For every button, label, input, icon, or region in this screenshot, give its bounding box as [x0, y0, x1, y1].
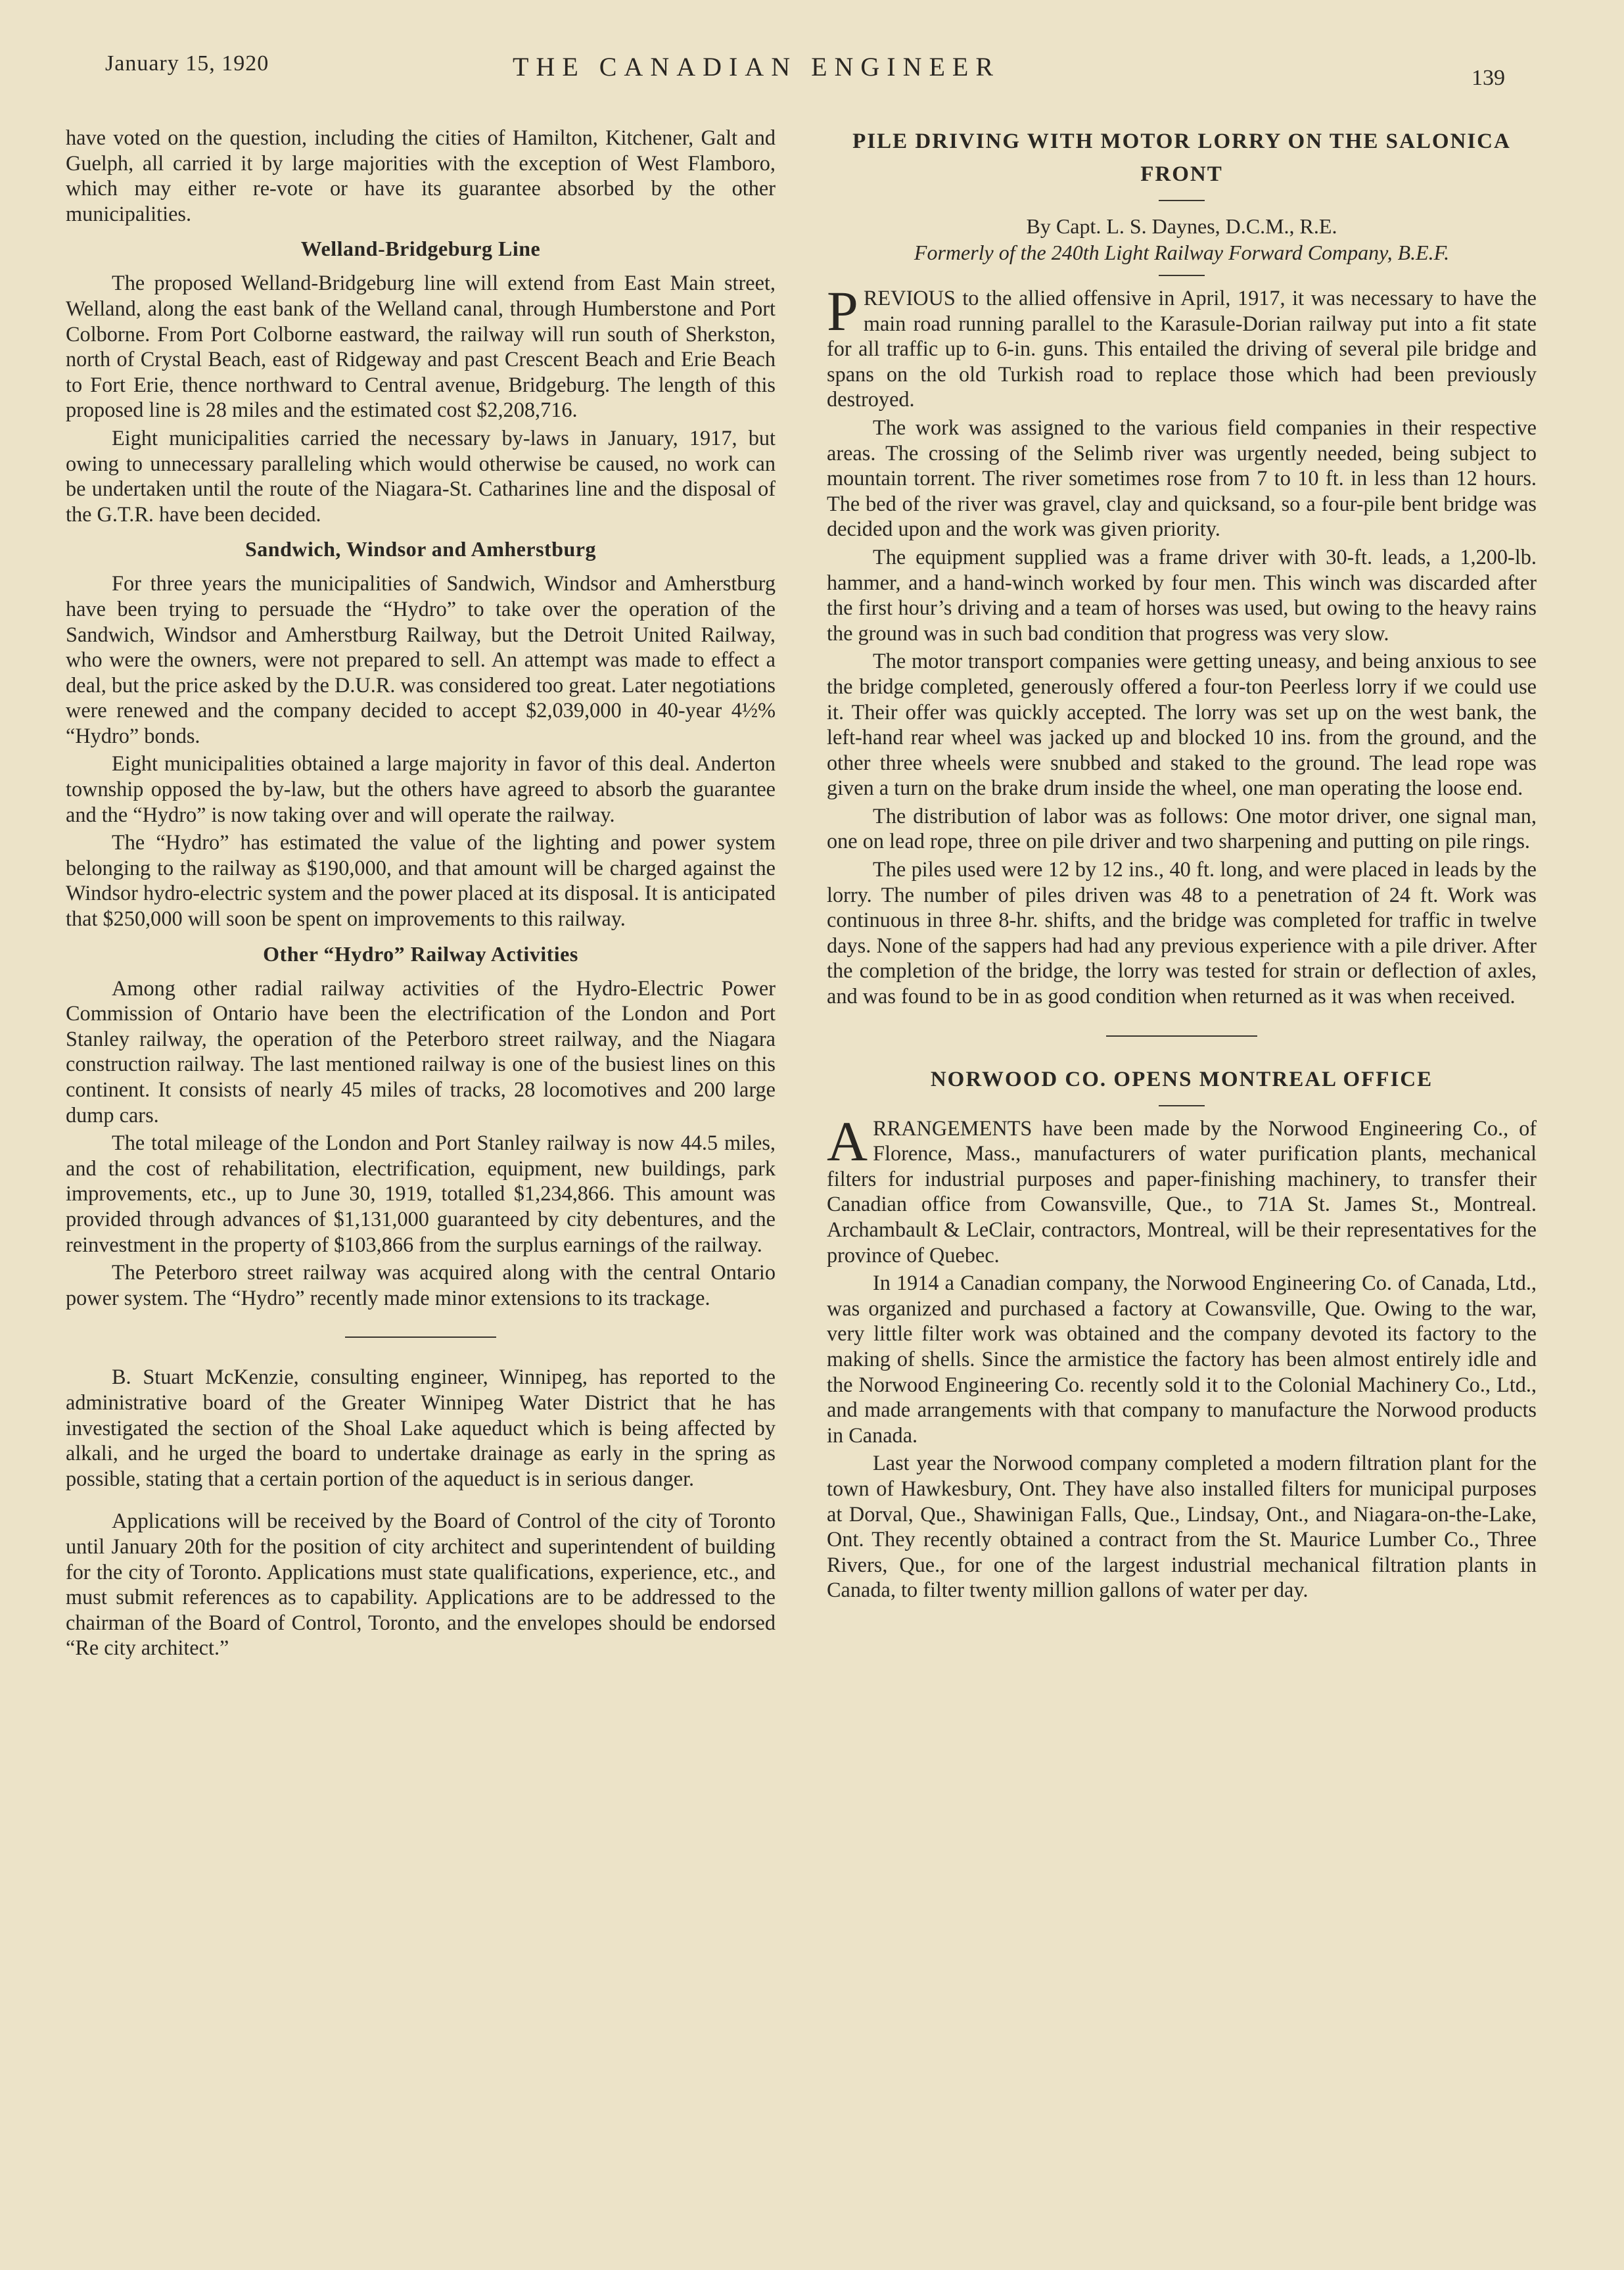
drop-cap: A [827, 1109, 868, 1173]
paragraph: The motor transport companies were getting uneasy, and being anxious to see the bridge completed, generously offered a four-ton Peerless lorry if we could use it. Their offer was quickly accepted. The lorry was set up on the west bank, the left-hand rear wheel was jacked up and blocked 10 ins. from the ground, and the other three wheels were snubbed and staked to the ground. The lead rope was given a turn on the brake drum inside the wheel, one man operating the loose end. [827, 649, 1537, 800]
paragraph: Eight municipalities carried the necessary by-laws in January, 1917, but owing to unnecessary paralleling which would otherwise be caused, no work can be undertaken until the route of the Niagara-St. Catharines line and the disposal of the G.T.R. have been decided. [66, 425, 776, 526]
paragraph: Eight municipalities obtained a large majority in favor of this deal. Anderton township opposed the by-law, but the others have agreed to absorb the guarantee and the “Hydro” is now taking over and will operate the railway. [66, 751, 776, 826]
divider [1159, 1105, 1205, 1106]
paragraph: The “Hydro” has estimated the value of the lighting and power system belonging to the railway as $190,000, and that amount will be charged against the Windsor hydro-electric system and the power placed at its disposal. It is anticipated that $250,000 will soon be spent on improvements to this railway. [66, 830, 776, 931]
section-heading-welland: Welland-Bridgeburg Line [300, 237, 541, 261]
drop-cap: P [827, 279, 858, 343]
paragraph: Among other radial railway activities of the Hydro-Electric Power Commission of Ontario have been the electrification of the London and Port Stanley railway, the operation of the Peterboro street railway, and the Niagara construction railway. The last mentioned railway is one of the busiest lines on this continent. It consists of nearly 45 miles of tracks, 28 locomotives and 200 large dump cars. [66, 976, 776, 1127]
divider [1159, 275, 1205, 276]
paragraph: The equipment supplied was a frame driver with 30-ft. leads, a 1,200-lb. hammer, and a hand-winch worked by four men. This winch was discarded after the first hour’s driving and a team of horses was used, but owing to the heavy rains the ground was in such bad condition that progress was very slow. [827, 544, 1537, 645]
section-heading-sandwich: Sandwich, Windsor and Amherstburg [245, 537, 596, 561]
paragraph: Last year the Norwood company completed a modern filtration plant for the town of Hawkesbury, Ont. They have also installed filters for municipal purposes at Dorval, Que., Shawinigan Falls, Que., Lindsay, Ont., and Niagara-on-the-Lake, Ont. They recently obtained a contract from the St. Maurice Lumber Co., Three Rivers, Que., for one of the largest industrial mechanical filtration plants in Canada, to filter twenty million gallons of water per day. [827, 1451, 1537, 1602]
paragraph: For three years the municipalities of Sandwich, Windsor and Amherstburg have been trying to persuade the “Hydro” to take over the operation of the Sandwich, Windsor and Amherstburg Railway, but the Detroit United Railway, who were the owners, were not prepared to sell. An attempt was made to effect a deal, but the price asked by the D.U.R. was considered too great. Later negotiations were renewed and the company decided to accept $2,039,000 in 40-year 4½% “Hydro” bonds. [66, 571, 776, 747]
byline: By Capt. L. S. Daynes, D.C.M., R.E. [1026, 214, 1337, 238]
paragraph: The proposed Welland-Bridgeburg line will extend from East Main street, Welland, along the east bank of the Welland canal, through Humberstone and Port Colborne. From Port Colborne eastward, the railway will run south of Sherkston, north of Crystal Beach, east of Ridgeway and past Crescent Beach and Erie Beach to Fort Erie, thence northward to Central avenue, Bridgeburg. The length of this proposed line is 28 miles and the estimated cost $2,208,716. [66, 271, 776, 422]
right-column [827, 125, 1537, 1605]
journal-title: THE CANADIAN ENGINEER [513, 52, 1001, 82]
running-header [105, 51, 1525, 97]
divider [345, 1336, 496, 1338]
paragraph: ARRANGEMENTS have been made by the Norwood Engineering Co., of Florence, Mass., manufacturers of water purification plants, mechanical filters for industrial purposes and paper-finishing machinery, to transfer their Canadian office from Cowansville, Que., to 71A St. James St., Montreal. Archambault & LeClair, contractors, Montreal, will be their representatives for the province of Quebec. [827, 1109, 1537, 1267]
article-title-pile-driving: PILE DRIVING WITH MOTOR LORRY ON THE SALONICA FRONT [852, 130, 1511, 186]
byline-affiliation: Formerly of the 240th Light Railway Forward Company, B.E.F. [914, 241, 1450, 264]
paragraph: B. Stuart McKenzie, consulting engineer, Winnipeg, has reported to the administrative board of the Greater Winnipeg Water District that he has investigated the section of the Shoal Lake aqueduct which is being affected by alkali, and he urged the board to undertake drainage as early in the spring as possible, stating that a certain portion of the aqueduct is in serious danger. [66, 1365, 776, 1490]
left-column [66, 125, 776, 1663]
paragraph: have voted on the question, including the cities of Hamilton, Kitchener, Galt and Guelph, all carried it by large majorities with the exception of West Flamboro, which may either re-vote or have its guarantee absorbed by the other municipalities. [66, 126, 776, 225]
paragraph: The total mileage of the London and Port Stanley railway is now 44.5 miles, and the cost of rehabilitation, electrification, equipment, new buildings, park improvements, etc., up to June 30, 1919, totalled $1,234,866. This amount was provided through advances of $1,131,000 guaranteed by city debentures, and the reinvestment in the property of $103,866 from the surplus earnings of the railway. [66, 1131, 776, 1256]
paragraph: Applications will be received by the Board of Control of the city of Toronto until January 20th for the position of city architect and superintendent of building for the city of Toronto. Applications must state qualifications, experience, etc., and must submit references as to capability. Applications are to be addressed to the chairman of the Board of Control, Toronto, and the envelopes should be endorsed “Re city architect.” [66, 1509, 776, 1660]
paragraph: The distribution of labor was as follows: One motor driver, one signal man, one on lead rope, three on pile driver and two sharpening and putting on pile rings. [827, 803, 1537, 853]
article-title-norwood: NORWOOD CO. OPENS MONTREAL OFFICE [930, 1067, 1433, 1091]
section-heading-other-hydro: Other “Hydro” Railway Activities [263, 941, 578, 966]
paragraph: The work was assigned to the various field companies in their respective areas. The crossing of the Selimb river was urgently needed, being subject to mountain torrent. The river sometimes rose from 7 to 10 ft. in less than 12 hours. The bed of the river was gravel, clay and quicksand, so a four-pile bent bridge was decided upon and the work was given priority. [827, 415, 1537, 541]
divider [1106, 1035, 1257, 1037]
issue-date: January 15, 1920 [105, 51, 269, 76]
paragraph: PREVIOUS to the allied offensive in April, 1917, it was necessary to have the main road running parallel to the Karasule-Dorian railway put into a fit state for all traffic up to 6-in. guns. This entailed the driving of several pile bridge and spans on the old Turkish road to replace those which had been previously destroyed. [827, 279, 1537, 412]
page-number: 139 [1472, 66, 1505, 90]
divider [1159, 200, 1205, 201]
paragraph: In 1914 a Canadian company, the Norwood Engineering Co. of Canada, Ltd., was organized and purchased a factory at Cowansville, Que. Owing to the war, very little filter work was obtained and the company devoted its factory to the making of shells. Since the armistice the factory has been almost entirely idle and the Norwood Engineering Co. recently sold it to the Colonial Machinery Co., Ltd., and made arrangements with that company to manufacture the Norwood products in Canada. [827, 1271, 1537, 1447]
paragraph: The piles used were 12 by 12 ins., 40 ft. long, and were placed in leads by the lorry. The number of piles driven was 48 to a penetration of 24 ft. Work was continuous in three 8-hr. shifts, and the bridge was completed for traffic in twelve days. None of the sappers had had any previous experience with a pile driver. After the completion of the bridge, the lorry was tested for strain or deflection of axles, and was found to be in as good condition when returned as it was when received. [827, 857, 1537, 1008]
paragraph: The Peterboro street railway was acquired along with the central Ontario power system. The “Hydro” recently made minor extensions to its trackage. [66, 1260, 776, 1310]
